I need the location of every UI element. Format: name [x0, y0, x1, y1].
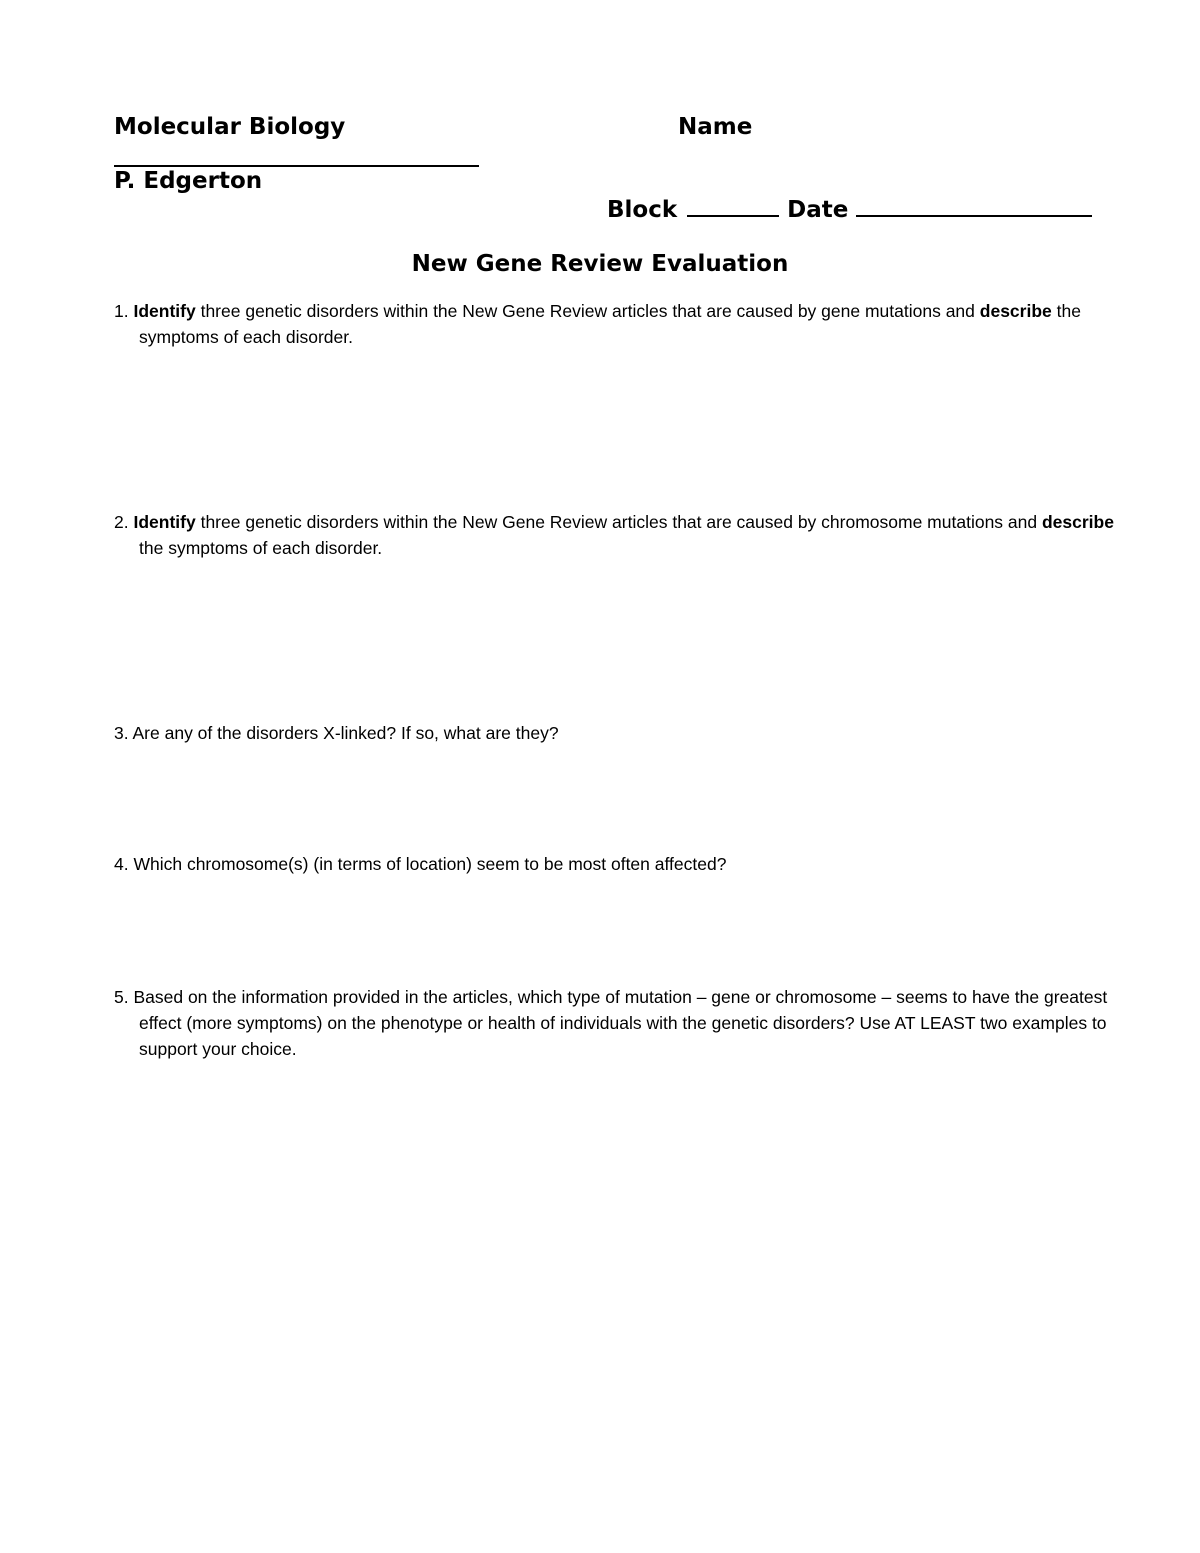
question-3 [114, 720, 1119, 746]
question-number: 1. [114, 301, 129, 321]
date-label: Date [787, 197, 849, 223]
date-blank-line [856, 195, 1092, 217]
question-text: three genetic disorders within the New Gene Review articles that are caused by chromosome mutations and [195, 512, 1042, 532]
question-4 [114, 851, 1119, 877]
name-label: Name [678, 114, 753, 140]
teacher-name: P. Edgerton [114, 168, 263, 194]
course-title: Molecular Biology [114, 114, 346, 140]
question-verb: Identify [133, 301, 196, 321]
question-verb: describe [1041, 512, 1114, 532]
question-verb: Identify [133, 512, 196, 532]
worksheet-title: New Gene Review Evaluation [411, 251, 789, 277]
question-2 [114, 509, 1119, 561]
question-text: three genetic disorders within the New Gene Review articles that are caused by gene mutations and [195, 301, 980, 321]
block-date-row [607, 195, 1092, 224]
question-text: Which chromosome(s) (in terms of location) seem to be most often affected? [128, 854, 727, 874]
block-blank-line [687, 195, 779, 217]
question-number: 3. [114, 723, 129, 743]
question-text: Are any of the disorders X-linked? If so, what are they? [128, 723, 559, 743]
question-text: the symptoms of each disorder. [139, 301, 1081, 347]
question-5 [114, 984, 1119, 1062]
question-text: Based on the information provided in the articles, which type of mutation – gene or chromosome – seems to have the greatest effect (more symptoms) on the phenotype or health of individuals with the genetic disorders? Use AT LEAST two examples to support your choice. [128, 987, 1108, 1059]
question-verb: describe [979, 301, 1052, 321]
question-text: the symptoms of each disorder. [139, 538, 383, 558]
question-1 [114, 298, 1119, 350]
question-number: 2. [114, 512, 129, 532]
question-number: 5. [114, 987, 129, 1007]
question-number: 4. [114, 854, 129, 874]
block-label: Block [607, 197, 678, 223]
